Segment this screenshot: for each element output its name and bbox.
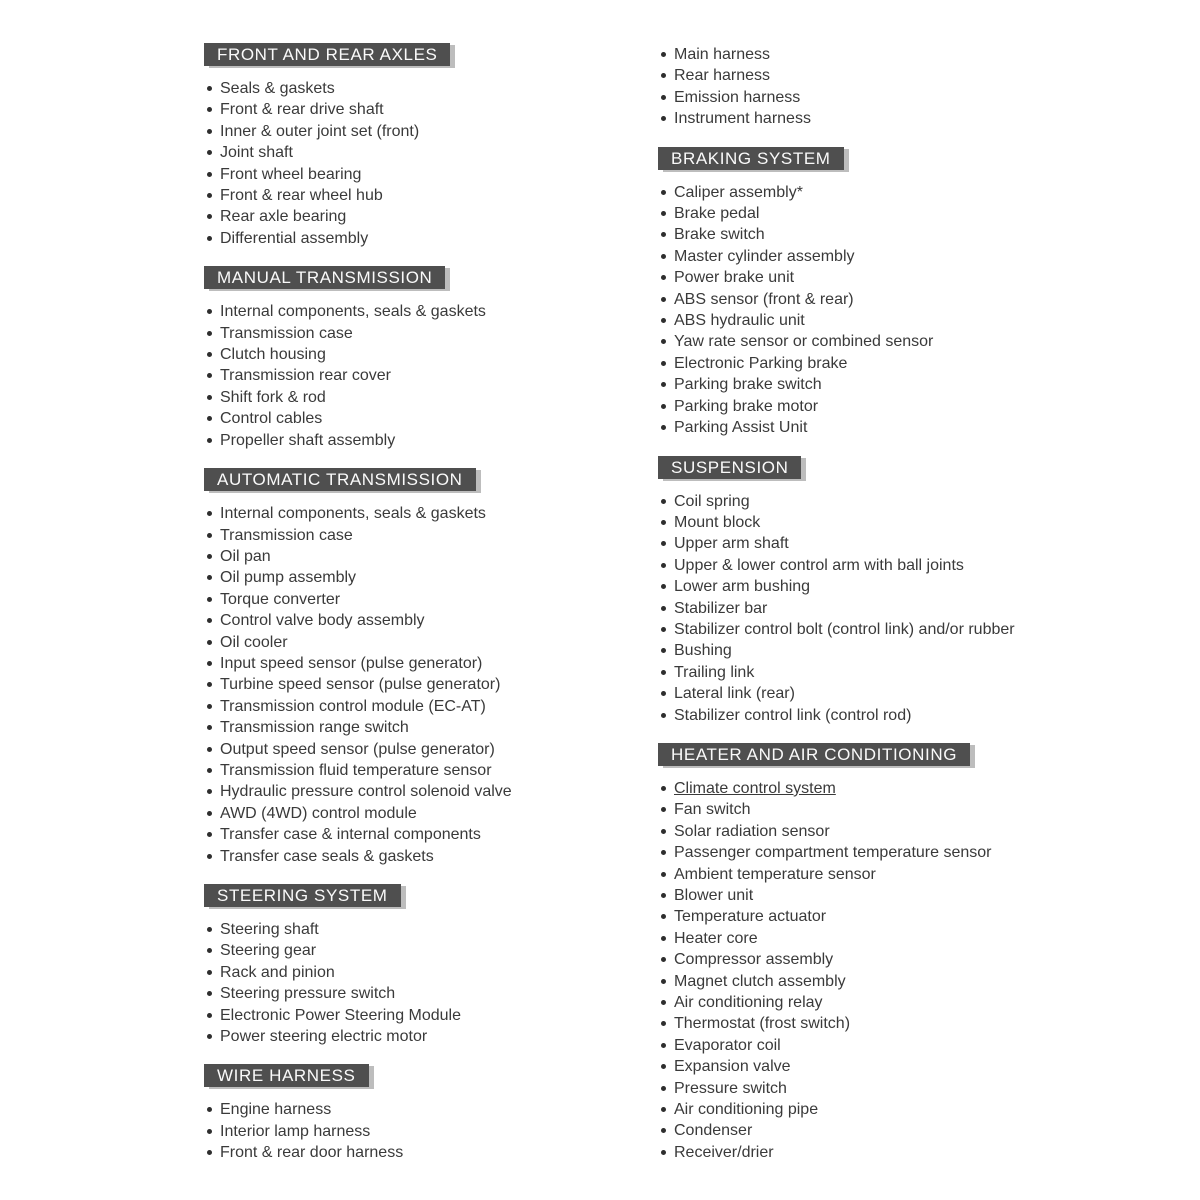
list-item (204, 206, 724, 227)
item-label: Transmission fluid temperature sensor (220, 761, 492, 779)
list-item (658, 1142, 1178, 1163)
list-item (204, 323, 724, 344)
list-item (658, 331, 1178, 352)
column-left (204, 43, 724, 1181)
section-header: AUTOMATIC TRANSMISSION (204, 468, 476, 491)
item-label: Transfer case & internal components (220, 826, 481, 844)
list-item (204, 387, 724, 408)
item-label: Trailing link (674, 663, 755, 681)
list-item (658, 949, 1178, 970)
list-item (204, 610, 724, 631)
item-list (204, 1099, 724, 1163)
list-item (658, 246, 1178, 267)
list-item (204, 228, 724, 249)
list-item (658, 533, 1178, 554)
list-item (658, 864, 1178, 885)
section-header: WIRE HARNESS (204, 1064, 369, 1087)
list-item (658, 683, 1178, 704)
item-label: Torque converter (220, 590, 341, 608)
item-label: Stabilizer control bolt (control link) and/or rubber (674, 620, 1015, 638)
item-label: Magnet clutch assembly (674, 972, 846, 990)
item-label: Expansion valve (674, 1058, 791, 1076)
item-label: Oil cooler (220, 633, 288, 651)
item-label: Solar radiation sensor (674, 822, 830, 840)
list-item (204, 919, 724, 940)
item-label: Stabilizer control link (control rod) (674, 706, 912, 724)
list-item (204, 940, 724, 961)
list-item (204, 1005, 724, 1026)
item-label: Brake switch (674, 226, 765, 244)
item-label: Steering shaft (220, 921, 319, 938)
list-item (658, 662, 1178, 683)
item-label: Oil pan (220, 547, 271, 565)
item-label: Transmission control module (EC-AT) (220, 697, 486, 715)
list-item (658, 65, 1178, 86)
list-item (658, 598, 1178, 619)
item-label: Input speed sensor (pulse generator) (220, 654, 483, 672)
item-label: Compressor assembly (674, 951, 834, 969)
item-label: Evaporator coil (674, 1036, 781, 1054)
list-item (204, 344, 724, 365)
item-label: Power steering electric motor (220, 1028, 428, 1046)
list-item (658, 1078, 1178, 1099)
item-label: Oil pump assembly (220, 569, 357, 587)
list-item (658, 640, 1178, 661)
item-label: Electronic Parking brake (674, 354, 848, 372)
list-item (204, 1142, 724, 1163)
item-label: Steering pressure switch (220, 985, 396, 1003)
list-item (204, 365, 724, 386)
item-label: Transmission case (220, 324, 353, 342)
item-label: Front wheel bearing (220, 165, 362, 183)
item-label: Shift fork & rod (220, 388, 326, 406)
section-suspension (658, 456, 1178, 726)
item-label: ABS sensor (front & rear) (674, 290, 854, 308)
section-automatic-transmission (204, 468, 724, 867)
item-label: Inner & outer joint set (front) (220, 122, 420, 140)
item-list (658, 491, 1178, 726)
item-label: Yaw rate sensor or combined sensor (674, 333, 934, 351)
item-label: Blower unit (674, 887, 754, 904)
section-header: SUSPENSION (658, 456, 801, 479)
item-label: Condenser (674, 1122, 753, 1140)
item-label: Interior lamp harness (220, 1122, 371, 1140)
item-label: Mount block (674, 513, 761, 531)
item-label: Thermostat (frost switch) (674, 1015, 851, 1033)
item-label: Passenger compartment temperature sensor (674, 844, 992, 862)
item-label: Master cylinder assembly (674, 247, 855, 265)
list-item (658, 576, 1178, 597)
list-item (658, 374, 1178, 395)
list-item (658, 491, 1178, 512)
section-header: MANUAL TRANSMISSION (204, 266, 445, 289)
item-label: Upper & lower control arm with ball joints (674, 556, 964, 574)
section-continued (658, 44, 1178, 130)
item-label: Front & rear door harness (220, 1144, 404, 1162)
item-label: Lower arm bushing (674, 578, 811, 596)
list-item (204, 717, 724, 738)
list-item (204, 121, 724, 142)
list-item (204, 567, 724, 588)
section-header: BRAKING SYSTEM (658, 147, 844, 170)
list-item (658, 224, 1178, 245)
list-item (204, 674, 724, 695)
item-label: Transfer case seals & gaskets (220, 847, 434, 865)
item-link[interactable]: Climate control system (674, 779, 836, 797)
list-item (658, 705, 1178, 726)
list-item (204, 781, 724, 802)
list-item (658, 885, 1178, 906)
list-item (204, 739, 724, 760)
item-list (204, 919, 724, 1047)
list-item (658, 44, 1178, 65)
list-item (204, 824, 724, 845)
item-label: Output speed sensor (pulse generator) (220, 740, 495, 758)
item-label: Lateral link (rear) (674, 685, 795, 703)
column-right (658, 44, 1178, 1180)
list-item (204, 503, 724, 524)
item-label: Parking Assist Unit (674, 419, 808, 437)
section-wire-harness (204, 1064, 724, 1163)
list-item (204, 1099, 724, 1120)
item-label: Internal components, seals & gaskets (220, 303, 486, 321)
item-label: Steering gear (220, 942, 317, 960)
item-label: Ambient temperature sensor (674, 865, 876, 883)
item-label: Seals & gaskets (220, 80, 335, 97)
item-label: Clutch housing (220, 346, 326, 364)
item-label: Engine harness (220, 1101, 332, 1119)
item-label: Rack and pinion (220, 963, 335, 981)
list-item (204, 301, 724, 322)
item-label: Transmission rear cover (220, 367, 392, 385)
list-item (204, 1121, 724, 1142)
list-item (658, 417, 1178, 438)
list-item (658, 512, 1178, 533)
item-label: Bushing (674, 642, 732, 660)
item-label: Hydraulic pressure control solenoid valve (220, 783, 512, 801)
list-item (658, 1120, 1178, 1141)
item-label: Stabilizer bar (674, 599, 768, 617)
list-item (204, 408, 724, 429)
section-heater-and-air-conditioning (658, 743, 1178, 1163)
list-item (204, 78, 724, 99)
item-label: Upper arm shaft (674, 535, 789, 553)
item-label: Coil spring (674, 492, 750, 510)
list-item (204, 589, 724, 610)
list-item (658, 799, 1178, 820)
item-label: Front & rear drive shaft (220, 101, 384, 119)
list-item (658, 310, 1178, 331)
item-label: Transmission range switch (220, 719, 409, 737)
list-item (204, 983, 724, 1004)
item-label: Front & rear wheel hub (220, 187, 383, 205)
list-item (204, 1026, 724, 1047)
list-item (204, 803, 724, 824)
list-item (658, 353, 1178, 374)
list-item (658, 1099, 1178, 1120)
item-label: Internal components, seals & gaskets (220, 505, 486, 523)
section-header: FRONT AND REAR AXLES (204, 43, 450, 66)
item-label: AWD (4WD) control module (220, 804, 417, 822)
list-item (658, 555, 1178, 576)
list-item (658, 1056, 1178, 1077)
item-label: Emission harness (674, 88, 801, 106)
item-list (658, 778, 1178, 1163)
item-list (658, 44, 1178, 130)
item-label: Parking brake motor (674, 397, 819, 415)
item-label: Parking brake switch (674, 376, 822, 394)
item-label: Heater core (674, 929, 758, 947)
list-item (658, 108, 1178, 129)
section-manual-transmission (204, 266, 724, 451)
section-header: HEATER AND AIR CONDITIONING (658, 743, 970, 766)
list-item (204, 142, 724, 163)
list-item (204, 430, 724, 451)
item-label: Caliper assembly* (674, 183, 803, 201)
item-label: Rear harness (674, 67, 771, 85)
item-label: Rear axle bearing (220, 208, 347, 226)
item-label: Control valve body assembly (220, 612, 425, 630)
list-item (658, 1013, 1178, 1034)
list-item (658, 267, 1178, 288)
item-label: Pressure switch (674, 1079, 787, 1097)
section-braking-system (658, 147, 1178, 439)
list-item (658, 992, 1178, 1013)
list-item (204, 185, 724, 206)
section-header: STEERING SYSTEM (204, 884, 401, 907)
section-steering-system (204, 884, 724, 1047)
item-label: Differential assembly (220, 229, 369, 247)
item-list (204, 503, 724, 867)
list-item (658, 1035, 1178, 1056)
list-item (658, 203, 1178, 224)
item-list (204, 301, 724, 451)
list-item (658, 396, 1178, 417)
list-item (204, 632, 724, 653)
list-item (658, 778, 1178, 799)
item-list (204, 78, 724, 249)
list-item (658, 821, 1178, 842)
list-item (204, 653, 724, 674)
list-item (204, 696, 724, 717)
item-label: Transmission case (220, 526, 353, 544)
item-label: Propeller shaft assembly (220, 431, 396, 449)
item-label: Air conditioning relay (674, 994, 823, 1012)
list-item (204, 99, 724, 120)
item-label: Instrument harness (674, 110, 811, 128)
item-label: Receiver/drier (674, 1143, 774, 1161)
list-item (658, 87, 1178, 108)
list-item (658, 842, 1178, 863)
list-item (658, 971, 1178, 992)
item-label: Temperature actuator (674, 908, 827, 926)
item-label: Air conditioning pipe (674, 1101, 819, 1119)
item-label: Electronic Power Steering Module (220, 1006, 462, 1024)
item-label: Control cables (220, 410, 323, 428)
list-item (204, 164, 724, 185)
list-item (658, 928, 1178, 949)
list-item (204, 546, 724, 567)
item-label: Main harness (674, 46, 771, 63)
list-item (204, 962, 724, 983)
item-label: Turbine speed sensor (pulse generator) (220, 676, 501, 694)
list-item (204, 525, 724, 546)
list-item (204, 760, 724, 781)
item-list (658, 182, 1178, 439)
list-item (658, 289, 1178, 310)
item-label: Brake pedal (674, 205, 760, 223)
list-item (658, 619, 1178, 640)
item-label: Fan switch (674, 801, 751, 819)
item-label: Power brake unit (674, 269, 795, 287)
item-label: ABS hydraulic unit (674, 312, 805, 330)
list-item (204, 846, 724, 867)
list-item (658, 182, 1178, 203)
section-front-and-rear-axles (204, 43, 724, 249)
list-item (658, 906, 1178, 927)
item-label: Joint shaft (220, 144, 293, 162)
